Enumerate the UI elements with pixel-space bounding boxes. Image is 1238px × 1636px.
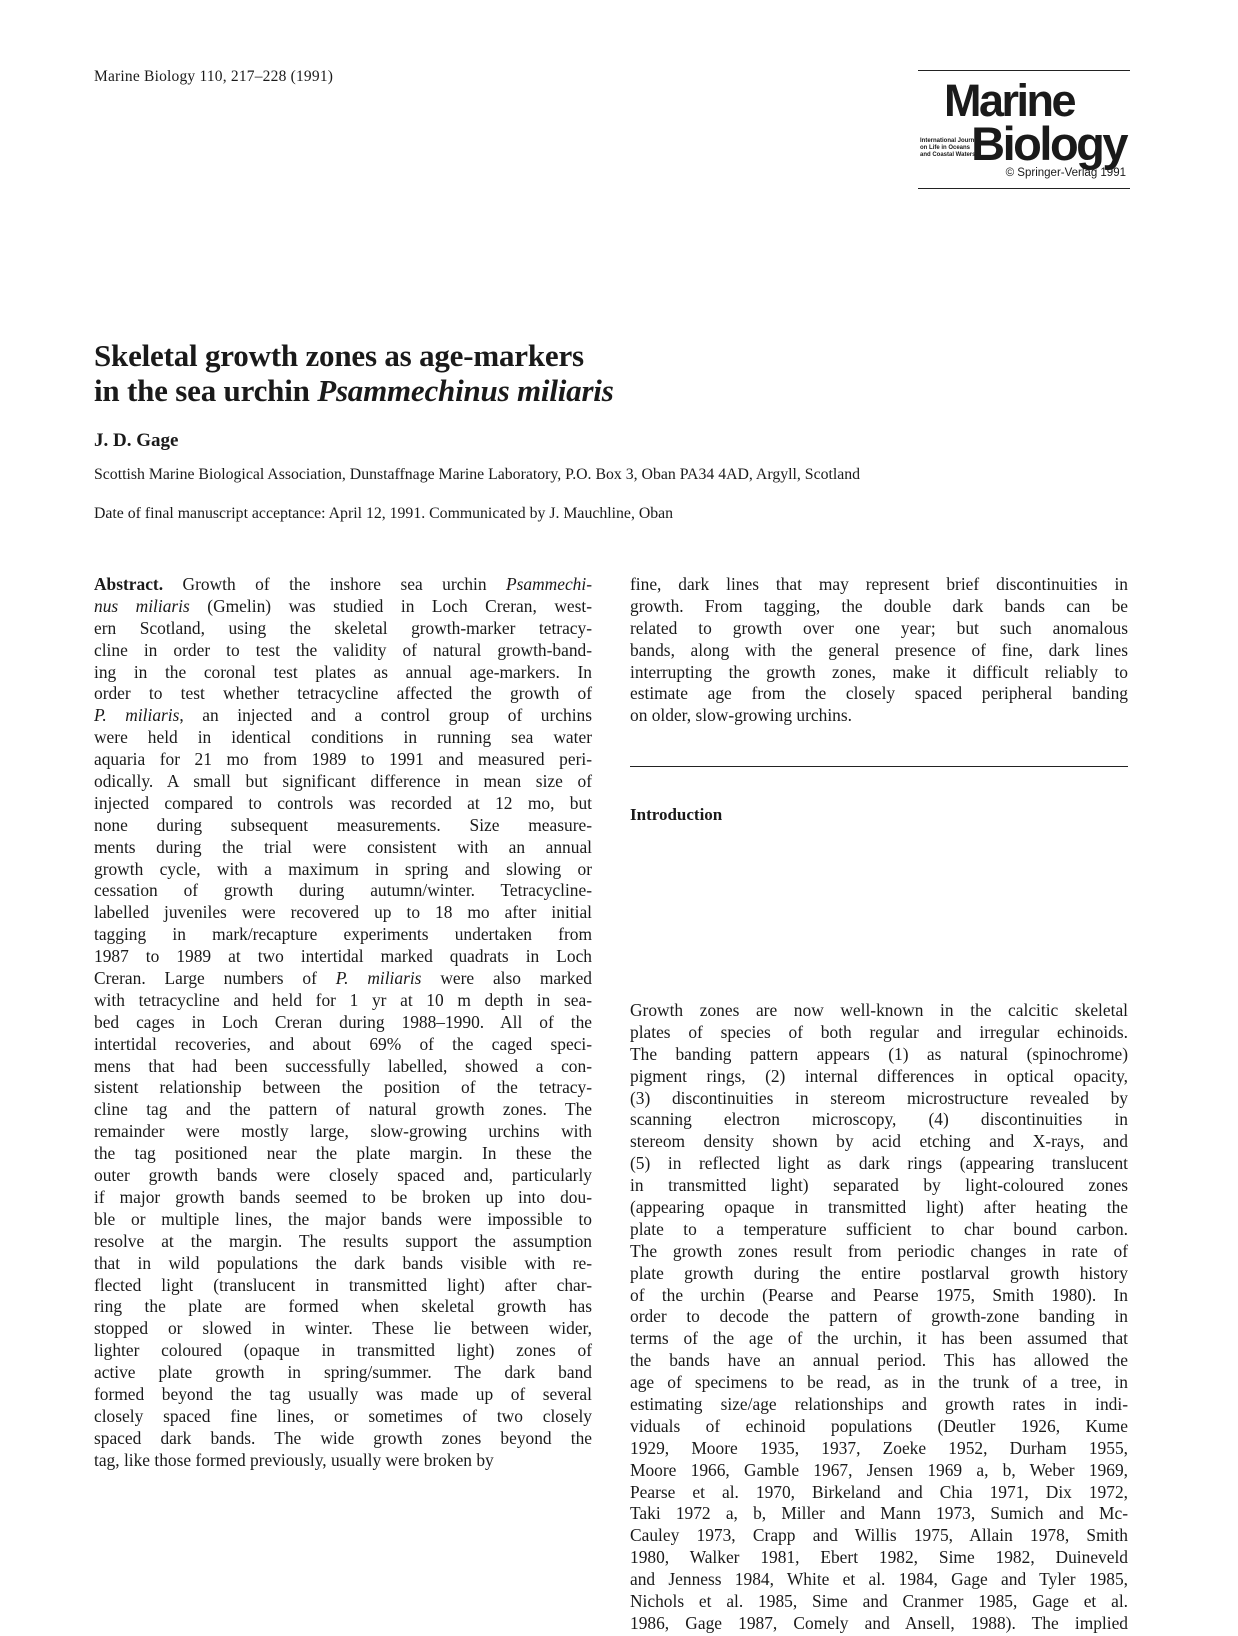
logo-word-biology: Biology (971, 117, 1126, 170)
text-line: The banding pattern appears (1) as natural (spinochrome) (630, 1043, 1128, 1064)
text-line: Nichols et al. 1985, Sime and Cranmer 1985, Gage et al. (630, 1591, 1128, 1612)
text-line: in transmitted light) separated by light-coloured zones (630, 1175, 1128, 1196)
text-line: bed cages in Loch Creran during 1988–1990. All of the (94, 1011, 592, 1032)
text-line: resolve at the margin. The results support the assumption (94, 1230, 592, 1251)
text-line: bands, along with the general presence of fine, dark lines (630, 639, 1128, 660)
logo-tagline-line: and Coastal Waters (920, 152, 976, 158)
text-line: stopped or slowed in winter. These lie between wider, (94, 1318, 592, 1339)
text-line: ern Scotland, using the skeletal growth-marker tetracy- (94, 617, 592, 638)
text-line: nus miliaris (Gmelin) was studied in Loch Creran, west- (94, 595, 592, 616)
text-line: terms of the age of the urchin, it has been assumed that (630, 1328, 1128, 1349)
text-line: mens that had been successfully labelled, showed a con- (94, 1055, 592, 1076)
text-line: remainder were mostly large, slow-growing urchins with (94, 1121, 592, 1142)
text-line: closely spaced fine lines, or sometimes of two closely (94, 1405, 592, 1426)
introduction-heading: Introduction (630, 805, 723, 824)
text-line: cline in order to test the validity of natural growth-band- (94, 639, 592, 660)
text-line: were held in identical conditions in running sea water (94, 727, 592, 748)
text-line: ble or multiple lines, the major bands were impossible to (94, 1208, 592, 1229)
text-line: The growth zones result from periodic changes in rate of (630, 1240, 1128, 1261)
text-line: none during subsequent measurements. Size measure- (94, 814, 592, 835)
text-line: formed beyond the tag usually was made up of several (94, 1383, 592, 1404)
text-line: cline tag and the pattern of natural growth zones. The (94, 1099, 592, 1120)
text-line: 1987 to 1989 at two intertidal marked quadrats in Loch (94, 946, 592, 967)
text-line: related to growth over one year; but such anomalous (630, 617, 1128, 638)
text-line: that in wild populations the dark bands visible with re- (94, 1252, 592, 1273)
text-line: Creran. Large numbers of P. miliaris were also marked (94, 968, 592, 989)
text-line: fine, dark lines that may represent brief discontinuities in (630, 574, 1128, 594)
journal-logo (918, 70, 1130, 188)
author-name: J. D. Gage (94, 430, 179, 451)
text-line: of the urchin (Pearse and Pearse 1975, Smith 1980). In (630, 1284, 1128, 1305)
text-line: odically. A small but significant difference in mean size of (94, 771, 592, 792)
abstract-column-1 (94, 574, 592, 1472)
journal-citation: Marine Biology 110, 217–228 (1991) (94, 68, 334, 85)
text-line: the tag positioned near the plate margin. In these the (94, 1143, 592, 1164)
manuscript-dates: Date of final manuscript acceptance: April 12, 1991. Communicated by J. Mauchline, Oban (94, 505, 674, 522)
text-line: Cauley 1973, Crapp and Willis 1975, Allain 1978, Smith (630, 1525, 1128, 1546)
text-line: intertidal recoveries, and about 69% of the caged speci- (94, 1033, 592, 1054)
title-line-1: Skeletal growth zones as age-markers (94, 338, 584, 373)
logo-bottom-rule (918, 188, 1130, 189)
text-line: injected compared to controls was recorded at 12 mo, but (94, 792, 592, 813)
article-title (94, 338, 614, 408)
text-line: growth. From tagging, the double dark bands can be (630, 595, 1128, 616)
text-line: stereom density shown by acid etching and X-rays, and (630, 1131, 1128, 1152)
logo-tagline-line: on Life in Oceans (920, 145, 971, 151)
title-line-2 (94, 373, 614, 408)
text-line: Growth zones are now well-known in the calcitic skeletal (630, 1000, 1128, 1020)
text-line: if major growth bands seemed to be broken up into dou- (94, 1186, 592, 1207)
author-affiliation: Scottish Marine Biological Association, Dunstaffnage Marine Laboratory, P.O. Box 3, Oban PA34 4AD, Argyll, Scotland (94, 466, 861, 483)
text-line: tagging in mark/recapture experiments undertaken from (94, 924, 592, 945)
text-line: plates of species of both regular and irregular echinoids. (630, 1021, 1128, 1042)
text-line: tag, like those formed previously, usually were broken by (94, 1449, 494, 1470)
text-line: plate growth during the entire postlarval growth history (630, 1262, 1128, 1283)
text-line: with tetracycline and held for 1 yr at 10 m depth in sea- (94, 989, 592, 1010)
text-line: (3) discontinuities in stereom microstructure revealed by (630, 1087, 1128, 1108)
text-line: 1986, Gage 1987, Comely and Ansell, 1988). The implied (630, 1612, 1128, 1633)
abstract-column-2 (630, 574, 1128, 727)
logo-word-marine: Marine (943, 75, 1074, 126)
text-line: ments during the trial were consistent with an annual (94, 836, 592, 857)
text-line: order to test whether tetracycline affected the growth of (94, 683, 592, 704)
abstract-end-rule (630, 766, 1128, 767)
abstract-label: Abstract. (94, 574, 164, 594)
text-line: ring the plate are formed when skeletal growth has (94, 1296, 592, 1317)
text-line: spaced dark bands. The wide growth zones beyond the (94, 1427, 592, 1448)
text-line: plate to a temperature sufficient to char bound carbon. (630, 1218, 1128, 1239)
text-line: ing in the coronal test plates as annual age-markers. In (94, 661, 592, 682)
title-line-2-prefix: in the sea urchin (94, 373, 318, 408)
text-line: scanning electron microscopy, (4) discontinuities in (630, 1109, 1128, 1130)
text-line: active plate growth in spring/summer. The dark band (94, 1362, 592, 1383)
text-line: Moore 1966, Gamble 1967, Jensen 1969 a, b, Weber 1969, (630, 1459, 1128, 1480)
text-line: Pearse et al. 1970, Birkeland and Chia 1971, Dix 1972, (630, 1481, 1128, 1502)
text-line: labelled juveniles were recovered up to 18 mo after initial (94, 902, 592, 923)
text-line: interrupting the growth zones, make it difficult reliably to (630, 661, 1128, 682)
logo-top-rule (918, 70, 1130, 71)
text-line: lighter coloured (opaque in transmitted light) zones of (94, 1340, 592, 1361)
text-line: 1929, Moore 1935, 1937, Zoeke 1952, Durham 1955, (630, 1437, 1128, 1458)
text-line: Abstract. Growth of the inshore sea urchin Psammechi- (94, 574, 592, 594)
text-line: order to decode the pattern of growth-zone banding in (630, 1306, 1128, 1327)
text-line: aquaria for 21 mo from 1989 to 1991 and measured peri- (94, 749, 592, 770)
copyright-notice: © Springer-Verlag 1991 (1005, 167, 1126, 179)
text-line: Taki 1972 a, b, Miller and Mann 1973, Sumich and Mc- (630, 1503, 1128, 1524)
text-line: P. miliaris, an injected and a control group of urchins (94, 705, 592, 726)
text-line: cessation of growth during autumn/winter. Tetracycline- (94, 880, 592, 901)
text-line: pigment rings, (2) internal differences in optical opacity, (630, 1065, 1128, 1086)
text-line: on older, slow-growing urchins. (630, 705, 852, 726)
text-line: outer growth bands were closely spaced and, particularly (94, 1165, 592, 1186)
text-line: sistent relationship between the position of the tetracy- (94, 1077, 592, 1098)
text-line: estimating size/age relationships and growth rates in indi- (630, 1394, 1128, 1415)
text-line: growth cycle, with a maximum in spring and slowing or (94, 858, 592, 879)
text-line: viduals of echinoid populations (Deutler 1926, Kume (630, 1415, 1128, 1436)
text-line: (appearing opaque in transmitted light) after heating the (630, 1197, 1128, 1218)
text-line: and Jenness 1984, White et al. 1984, Gage and Tyler 1985, (630, 1569, 1128, 1590)
text-line: (5) in reflected light as dark rings (appearing translucent (630, 1153, 1128, 1174)
introduction-body (630, 1000, 1128, 1635)
text-line: age of specimens to be read, as in the trunk of a tree, in (630, 1372, 1128, 1393)
text-line: estimate age from the closely spaced peripheral banding (630, 683, 1128, 704)
text-line: the bands have an annual period. This has allowed the (630, 1350, 1128, 1371)
text-line: flected light (translucent in transmitted light) after char- (94, 1274, 592, 1295)
text-line: 1980, Walker 1981, Ebert 1982, Sime 1982, Duineveld (630, 1547, 1128, 1568)
logo-tagline-line: International Journal (920, 138, 980, 144)
title-species-name: Psammechinus miliaris (317, 373, 614, 408)
